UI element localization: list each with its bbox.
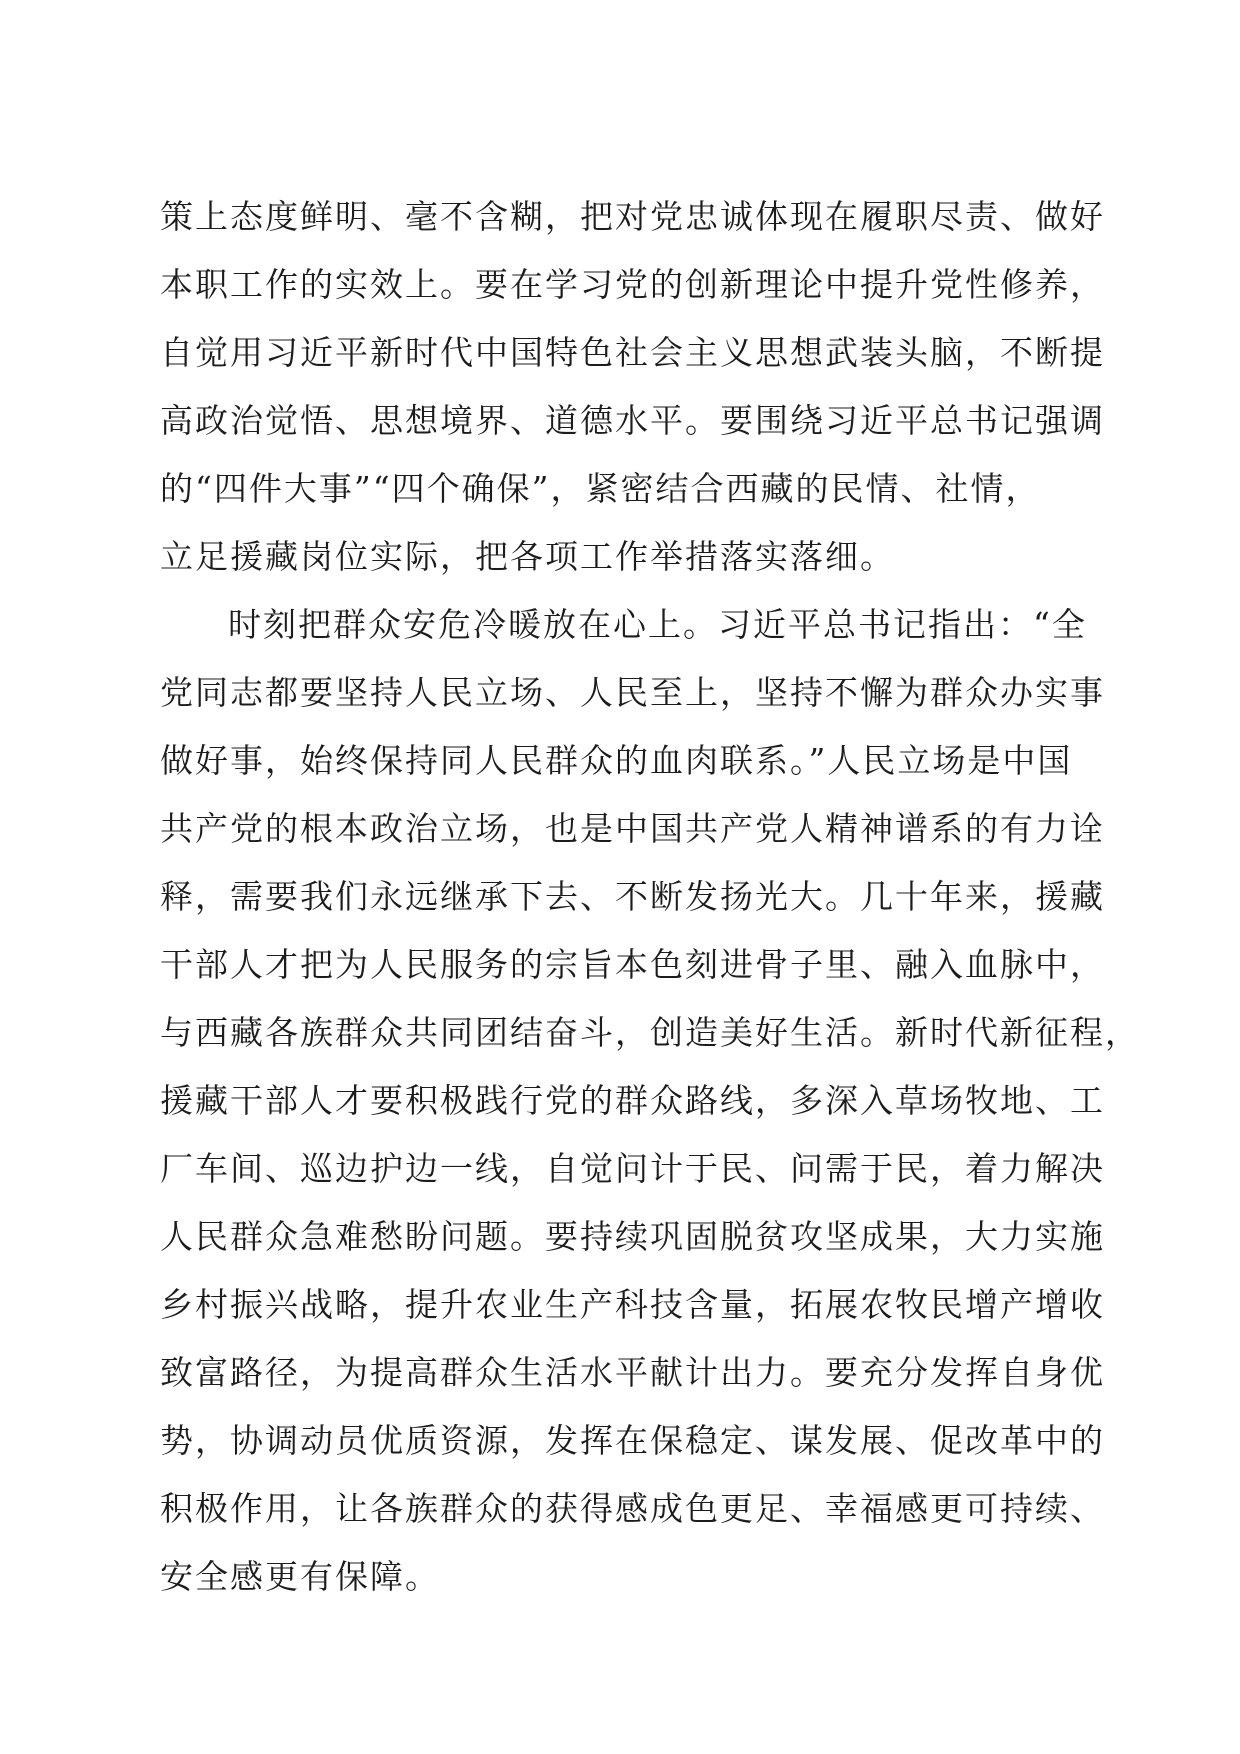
paragraph-line: 自觉用习近平新时代中国特色社会主义思想武装头脑，不断提: [160, 333, 1105, 372]
paragraph-line: 做好事，始终保持同人民群众的血肉联系。”人民立场是中国: [160, 741, 1073, 780]
paragraph-line: 势，协调动员优质资源，发挥在保稳定、谋发展、促改革中的: [160, 1421, 1105, 1460]
paragraph-line: 党同志都要坚持人民立场、人民至上，坚持不懈为群众办实事: [160, 673, 1105, 712]
paragraph-line: 共产党的根本政治立场，也是中国共产党人精神谱系的有力诠: [160, 809, 1105, 848]
paragraph-line: 乡村振兴战略，提升农业生产科技含量，拓展农牧民增产增收: [160, 1285, 1105, 1324]
paragraph-line: 释，需要我们永远继承下去、不断发扬光大。几十年来，援藏: [160, 877, 1105, 916]
paragraph-1: [160, 183, 1105, 591]
paragraph-line: 人民群众急难愁盼问题。要持续巩固脱贫攻坚成果，大力实施: [160, 1217, 1105, 1256]
paragraph-line: 立足援藏岗位实际，把各项工作举措落实落细。: [160, 537, 895, 576]
paragraph-line: 致富路径，为提高群众生活水平献计出力。要充分发挥自身优: [160, 1353, 1105, 1392]
paragraph-line: 策上态度鲜明、毫不含糊，把对党忠诚体现在履职尽责、做好: [160, 197, 1105, 236]
paragraph-2: [160, 591, 1140, 1611]
paragraph-line: 本职工作的实效上。要在学习党的创新理论中提升党性修养，: [160, 265, 1105, 304]
paragraph-line: 安全感更有保障。: [160, 1557, 440, 1596]
paragraph-line: 干部人才把为人民服务的宗旨本色刻进骨子里、融入血脉中，: [160, 945, 1105, 984]
paragraph-line: 厂车间、巡边护边一线，自觉问计于民、问需于民，着力解决: [160, 1149, 1105, 1188]
paragraph-line: 援藏干部人才要积极践行党的群众路线，多深入草场牧地、工: [160, 1081, 1105, 1120]
paragraph-line: 的“四件大事”“四个确保”，紧密结合西藏的民情、社情，: [160, 469, 1041, 508]
paragraph-line: 与西藏各族群众共同团结奋斗，创造美好生活。新时代新征程，: [160, 1013, 1140, 1052]
paragraph-line: 高政治觉悟、思想境界、道德水平。要围绕习近平总书记强调: [160, 401, 1105, 440]
paragraph-line: 时刻把群众安危冷暖放在心上。习近平总书记指出：“全: [228, 605, 1087, 644]
paragraph-line: 积极作用，让各族群众的获得感成色更足、幸福感更可持续、: [160, 1489, 1105, 1528]
